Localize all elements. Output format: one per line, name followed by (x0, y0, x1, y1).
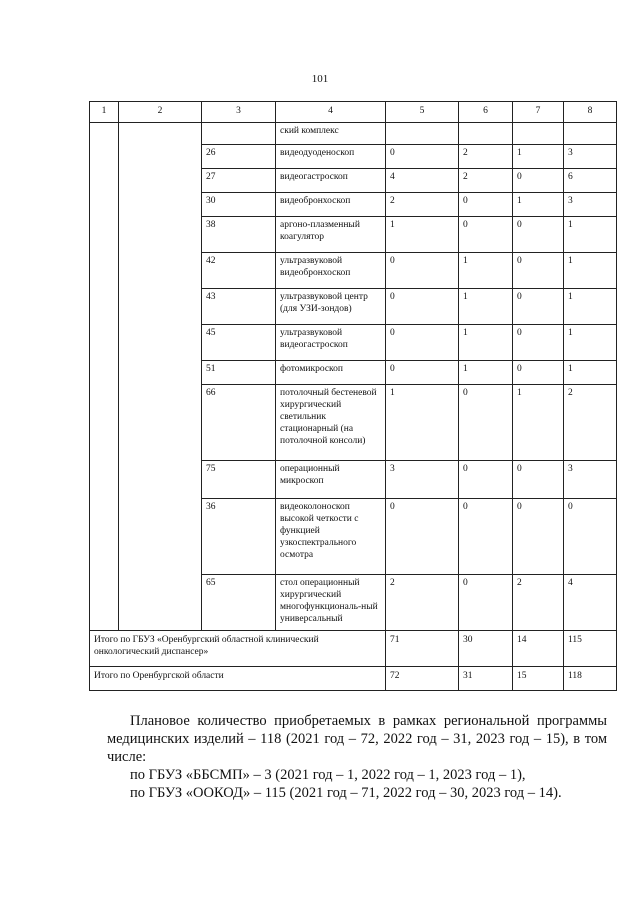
total-value-cell-v7: 15 (513, 667, 564, 691)
item-number-cell (202, 123, 276, 145)
item-number-cell: 65 (202, 575, 276, 631)
item-name-cell: видеогастроскоп (276, 169, 386, 193)
item-name-cell: фотомикроскоп (276, 361, 386, 385)
total-label-cell: Итого по Оренбургской области (90, 667, 386, 691)
item-name-cell: видеобронхоскоп (276, 193, 386, 217)
item-number-cell: 38 (202, 217, 276, 253)
column-header: 7 (513, 102, 564, 123)
value-cell-col5: 2 (386, 193, 459, 217)
item-name-cell: аргоно-плазменный коагулятор (276, 217, 386, 253)
value-cell-col5: 0 (386, 253, 459, 289)
value-cell-col6: 0 (459, 499, 513, 575)
column-header: 6 (459, 102, 513, 123)
item-number-cell: 43 (202, 289, 276, 325)
summary-line-ookod: по ГБУЗ «ООКОД» – 115 (2021 год – 71, 2022 год – 30, 2023 год – 14). (130, 785, 562, 801)
item-name-cell: ультразвуковой видеобронхоскоп (276, 253, 386, 289)
value-cell-col5: 0 (386, 325, 459, 361)
equipment-table (89, 101, 617, 691)
summary-paragraph: Плановое количество приобретаемых в рамках региональной программы медицинских изделий – 118 (2021 год – 72, 2022 год – 31, 2023 год – 15), в том числе: (107, 713, 607, 765)
value-cell-col8: 1 (564, 361, 617, 385)
total-value-cell-v6: 31 (459, 667, 513, 691)
value-cell-col6: 0 (459, 193, 513, 217)
value-cell-col8 (564, 123, 617, 145)
item-name-cell: ультразвуковой видеогастроскоп (276, 325, 386, 361)
total-value-cell-v5: 72 (386, 667, 459, 691)
value-cell-col7: 0 (513, 253, 564, 289)
value-cell-col7: 1 (513, 193, 564, 217)
item-name-cell: ский комплекс (276, 123, 386, 145)
value-cell-col5: 0 (386, 289, 459, 325)
value-cell-col7 (513, 123, 564, 145)
col1-empty-cell (90, 123, 119, 631)
total-row (90, 667, 617, 691)
value-cell-col7: 0 (513, 461, 564, 499)
value-cell-col8: 1 (564, 217, 617, 253)
column-header: 4 (276, 102, 386, 123)
item-number-cell: 27 (202, 169, 276, 193)
value-cell-col8: 1 (564, 253, 617, 289)
value-cell-col6 (459, 123, 513, 145)
item-number-cell: 26 (202, 145, 276, 169)
value-cell-col5: 4 (386, 169, 459, 193)
value-cell-col5: 1 (386, 385, 459, 461)
column-header: 5 (386, 102, 459, 123)
value-cell-col6: 1 (459, 289, 513, 325)
summary-block (107, 712, 607, 802)
column-header: 8 (564, 102, 617, 123)
value-cell-col7: 0 (513, 169, 564, 193)
value-cell-col8: 2 (564, 385, 617, 461)
column-header: 2 (119, 102, 202, 123)
item-number-cell: 75 (202, 461, 276, 499)
value-cell-col5: 0 (386, 145, 459, 169)
value-cell-col6: 0 (459, 575, 513, 631)
item-name-cell: потолочный бестеневой хирургический светильник стационарный (на потолочной консоли) (276, 385, 386, 461)
value-cell-col8: 0 (564, 499, 617, 575)
total-value-cell-v8: 118 (564, 667, 617, 691)
item-number-cell: 30 (202, 193, 276, 217)
value-cell-col7: 2 (513, 575, 564, 631)
value-cell-col6: 1 (459, 325, 513, 361)
value-cell-col5: 2 (386, 575, 459, 631)
table-row (90, 123, 617, 145)
value-cell-col6: 1 (459, 253, 513, 289)
item-name-cell: стол операционный хирургический многофункциональ-ный универсальный (276, 575, 386, 631)
total-row (90, 631, 617, 667)
item-number-cell: 42 (202, 253, 276, 289)
item-number-cell: 51 (202, 361, 276, 385)
value-cell-col6: 0 (459, 217, 513, 253)
value-cell-col6: 0 (459, 385, 513, 461)
value-cell-col5: 0 (386, 499, 459, 575)
summary-line-bbsmp: по ГБУЗ «ББСМП» – 3 (2021 год – 1, 2022 год – 1, 2023 год – 1), (130, 767, 526, 783)
value-cell-col6: 2 (459, 145, 513, 169)
value-cell-col5: 0 (386, 361, 459, 385)
value-cell-col8: 3 (564, 193, 617, 217)
value-cell-col7: 0 (513, 499, 564, 575)
value-cell-col6: 2 (459, 169, 513, 193)
item-name-cell: ультразвуковой центр (для УЗИ-зондов) (276, 289, 386, 325)
item-name-cell: видеодуоденоскоп (276, 145, 386, 169)
value-cell-col8: 3 (564, 145, 617, 169)
value-cell-col8: 3 (564, 461, 617, 499)
value-cell-col7: 1 (513, 385, 564, 461)
value-cell-col5: 3 (386, 461, 459, 499)
value-cell-col7: 0 (513, 325, 564, 361)
value-cell-col7: 0 (513, 361, 564, 385)
table-header-row (90, 102, 617, 123)
value-cell-col8: 4 (564, 575, 617, 631)
total-value-cell-v5: 71 (386, 631, 459, 667)
total-value-cell-v7: 14 (513, 631, 564, 667)
total-label-cell: Итого по ГБУЗ «Оренбургский областной клинический онкологический диспансер» (90, 631, 386, 667)
value-cell-col5 (386, 123, 459, 145)
value-cell-col6: 1 (459, 361, 513, 385)
value-cell-col8: 1 (564, 289, 617, 325)
item-name-cell: операционный микроскоп (276, 461, 386, 499)
column-header: 3 (202, 102, 276, 123)
item-name-cell: видеоколоноскоп высокой четкости с функцией узкоспектрального осмотра (276, 499, 386, 575)
column-header: 1 (90, 102, 119, 123)
item-number-cell: 36 (202, 499, 276, 575)
value-cell-col8: 1 (564, 325, 617, 361)
value-cell-col7: 1 (513, 145, 564, 169)
value-cell-col7: 0 (513, 289, 564, 325)
item-number-cell: 45 (202, 325, 276, 361)
value-cell-col8: 6 (564, 169, 617, 193)
value-cell-col6: 0 (459, 461, 513, 499)
item-number-cell: 66 (202, 385, 276, 461)
value-cell-col5: 1 (386, 217, 459, 253)
page-number: 101 (311, 73, 329, 85)
col2-empty-cell (119, 123, 202, 631)
total-value-cell-v6: 30 (459, 631, 513, 667)
value-cell-col7: 0 (513, 217, 564, 253)
total-value-cell-v8: 115 (564, 631, 617, 667)
